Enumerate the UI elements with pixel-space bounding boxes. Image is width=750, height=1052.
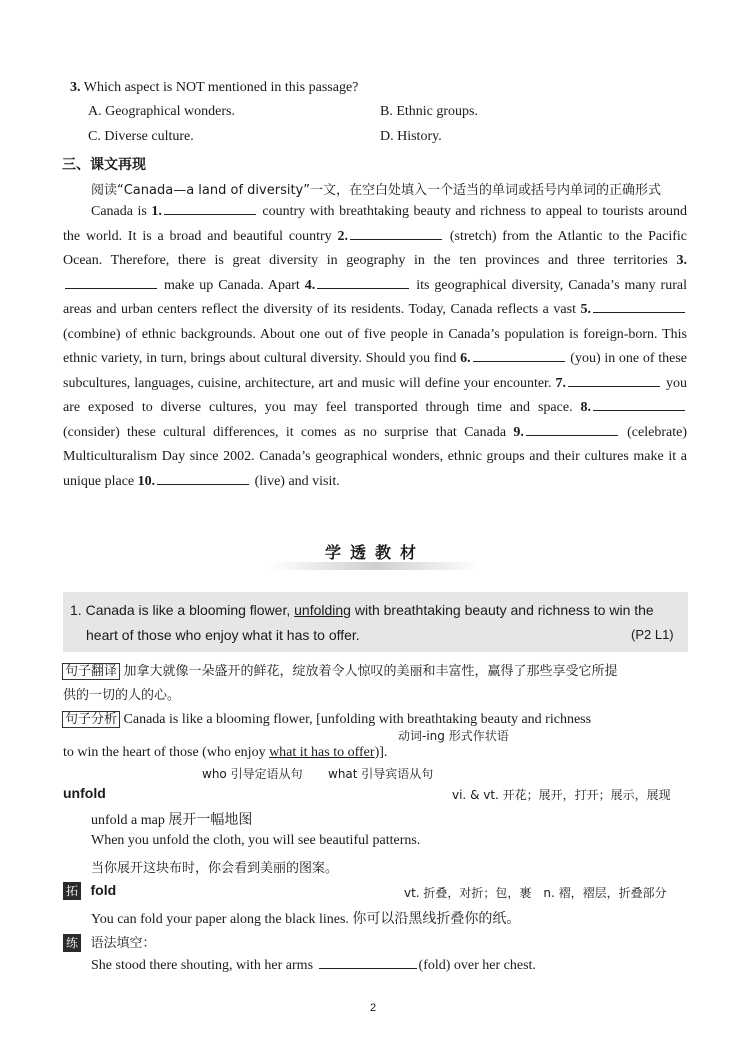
option-c[interactable]: C. Diverse culture. xyxy=(88,129,194,144)
vocab-example-2-cn: 当你展开这块布时，你会看到美丽的图案。 xyxy=(91,861,339,876)
question-3: 3. Which aspect is NOT mentioned in this passage? xyxy=(70,80,359,95)
underlined-word: unfolding xyxy=(294,602,351,618)
practice-blank[interactable] xyxy=(319,967,417,969)
page-number: 2 xyxy=(370,1002,377,1014)
vocab-example-1: unfold a map 展开一幅地图 xyxy=(91,813,253,828)
blank-9[interactable] xyxy=(526,434,618,436)
analysis-note-ing: 动词-ing 形式作状语 xyxy=(398,729,509,743)
extend-pos: vt. 折叠，对折；包，裹 n. 褶，褶层，折叠部分 xyxy=(404,886,667,900)
blank-3[interactable] xyxy=(65,287,157,289)
analysis-line2: to win the heart of those (who enjoy what it has to offer)]. xyxy=(63,745,388,760)
extend-word: fold xyxy=(90,882,117,898)
analysis-note-who: who 引导定语从句 xyxy=(202,767,303,781)
blank-7[interactable] xyxy=(568,385,660,387)
section-instruction: 阅读“Canada—a land of diversity”一文，在空白处填入一个适当的单词或括号内单词的正确形式 xyxy=(91,183,661,198)
blank-4[interactable] xyxy=(317,287,409,289)
blank-1[interactable] xyxy=(164,213,256,215)
vocab-example-2: When you unfold the cloth, you will see beautiful patterns. xyxy=(91,833,421,848)
blank-8[interactable] xyxy=(593,409,685,411)
section-heading: 三、课文再现 xyxy=(62,157,146,173)
key-sentence-box xyxy=(63,592,688,652)
translation-label: 句子翻译 xyxy=(62,663,120,680)
cloze-passage: Canada is 1. country with breathtaking beauty and richness to appeal to tourists around the world. It is a broad and beautiful country 2. (stretch) from the Atlantic to the Pacific Ocean. Therefore, there is great diversity in geography in the ten provinces and three territories 3. make up Canada. Apart 4. its geographical diversity, Canada’s many rural areas and urban centers reflect the diversity of its residents. Today, Canada reflects a vast 5. (combine) of ethnic backgrounds. About one out of five people in Canada’s population is foreign-born. This ethnic variety, in turn, brings about cultural diversity. Should you find 6. (you) in one of these subcultures, languages, cuisine, architecture, art and music will define your encounter. 7. you are exposed to diverse cultures, you may feel transported through time and space. 8. (consider) these cultural differences, it comes as no surprise that Canada 9. (celebrate) Multiculturalism Day since 2002. Canada’s geographical wonders, ethnic groups and their cultures make it a unique place 10. (live) and visit. xyxy=(63,204,688,489)
blank-10[interactable] xyxy=(157,483,249,485)
extend-tag: 拓 xyxy=(63,882,81,900)
analysis-note-what: what 引导宾语从句 xyxy=(328,767,434,781)
extend-row xyxy=(63,882,116,900)
translation-line2: 供的一切的人的心。 xyxy=(63,688,181,703)
blank-6[interactable] xyxy=(473,360,565,362)
blank-2[interactable] xyxy=(350,238,442,240)
vocab-word: unfold xyxy=(63,785,106,801)
vocab-pos: vi. & vt. 开花；展开，打开；展示，展现 xyxy=(452,788,671,802)
blank-5[interactable] xyxy=(593,311,685,313)
analysis-line1: 句子分析 Canada is like a blooming flower, [unfolding with breathtaking beauty and richness xyxy=(62,708,591,728)
translation-line1: 句子翻译 加拿大就像一朵盛开的鲜花，绽放着令人惊叹的美丽和丰富性，赢得了那些享受它所提 xyxy=(62,660,618,680)
extend-example: You can fold your paper along the black lines. 你可以沿黑线折叠你的纸。 xyxy=(91,912,521,927)
option-b[interactable]: B. Ethnic groups. xyxy=(380,104,478,119)
practice-label: 语法填空： xyxy=(90,936,156,951)
section-title: 学透教材 xyxy=(324,543,425,562)
page-reference: (P2 L1) xyxy=(631,627,674,642)
analysis-label: 句子分析 xyxy=(62,711,120,728)
key-sentence-line1: 1. Canada is like a blooming flower, unfolding with breathtaking beauty and richness to win the xyxy=(70,602,654,618)
question-3-text: Which aspect is NOT mentioned in this passage? xyxy=(83,80,359,95)
option-a[interactable]: A. Geographical wonders. xyxy=(88,104,235,119)
option-d[interactable]: D. History. xyxy=(380,129,442,144)
practice-sentence: She stood there shouting, with her arms (fold) over her chest. xyxy=(91,958,536,973)
practice-tag: 练 xyxy=(63,934,81,952)
key-sentence-line2: heart of those who enjoy what it has to offer. xyxy=(86,627,360,643)
practice-row xyxy=(63,932,156,952)
